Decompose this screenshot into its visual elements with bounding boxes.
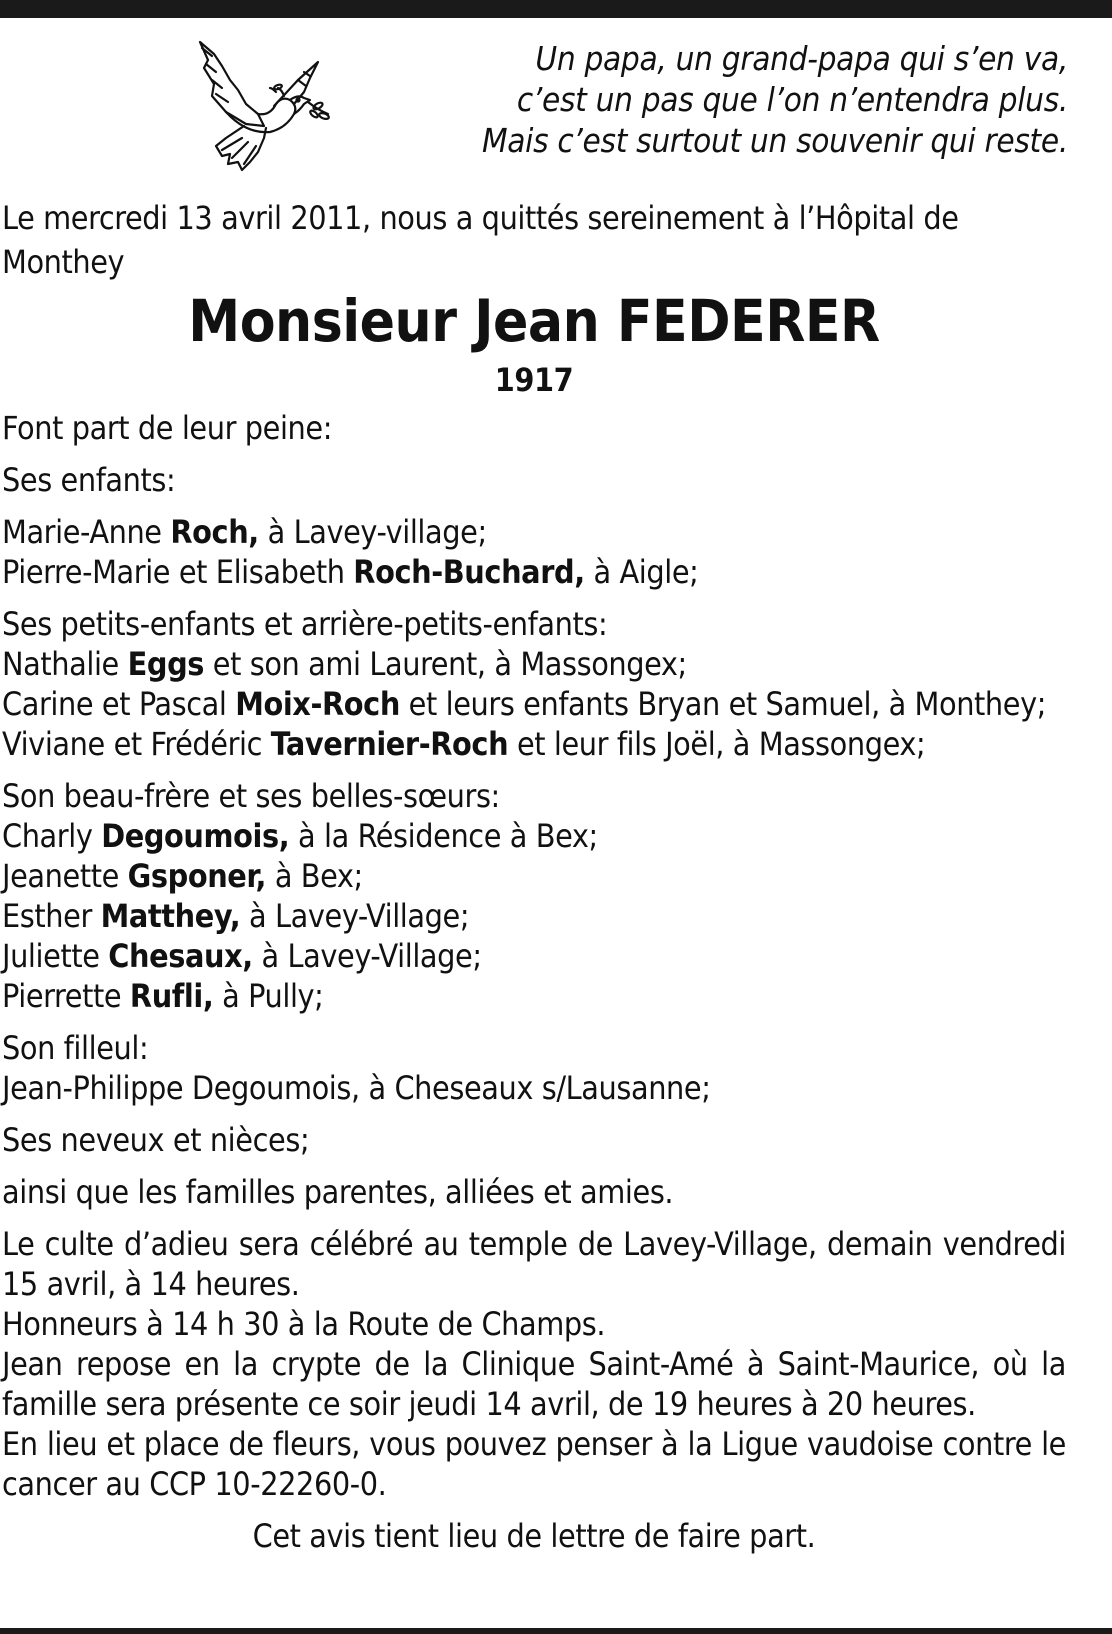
ceremony-details — [2, 1224, 1066, 1504]
beaux-header: Son beau-frère et ses belles-sœurs: — [2, 777, 500, 815]
family-name: Chesaux, — [108, 937, 253, 975]
ceremony-line: En lieu et place de fleurs, vous pouvez penser à la Ligue vaudoise contre le cancer au CCP 10-22260-0. — [2, 1425, 1066, 1503]
poem-line: c’est un pas que l’on n’entendra plus. — [516, 80, 1068, 119]
closing-text: Cet avis tient lieu de lettre de faire part. — [252, 1517, 816, 1555]
enfants-list — [2, 512, 1066, 592]
filleul-name: Jean-Philippe Degoumois, à Cheseaux s/Lausanne; — [2, 1069, 711, 1107]
first-name: Esther — [2, 897, 101, 935]
birth-year: 1917 — [494, 361, 574, 399]
place: à Lavey-Village; — [240, 897, 470, 935]
list-item — [2, 724, 1066, 764]
first-name: Carine et Pascal — [2, 685, 236, 723]
list-item — [2, 976, 1066, 1016]
intro-text: Le mercredi 13 avril 2011, nous a quittés sereinement à l’Hôpital de Monthey — [2, 199, 959, 281]
poem — [482, 38, 1068, 161]
place: à Aigle; — [584, 553, 699, 591]
ceremony-line: Le culte d’adieu sera célébré au temple de Lavey-Village, demain vendredi 15 avril, à 14 heures. — [2, 1225, 1066, 1303]
list-item — [2, 684, 1066, 724]
place: et leur fils Joël, à Massongex; — [508, 725, 926, 763]
list-item — [2, 644, 1066, 684]
place: et son ami Laurent, à Massongex; — [204, 645, 687, 683]
first-name: Viviane et Frédéric — [2, 725, 271, 763]
familles-text: ainsi que les familles parentes, alliées et amies. — [2, 1173, 674, 1211]
family-name: Gsponer, — [127, 857, 267, 895]
filleul-section — [2, 1028, 1066, 1108]
list-item — [2, 856, 1066, 896]
first-name: Juliette — [2, 937, 109, 975]
top-border — [0, 0, 1112, 18]
font-part-text: Font part de leur peine: — [2, 409, 333, 447]
first-name: Jeanette — [2, 857, 128, 895]
bottom-border — [0, 1628, 1112, 1634]
first-name: Nathalie — [2, 645, 128, 683]
place: à Lavey-Village; — [252, 937, 482, 975]
list-item — [2, 936, 1066, 976]
list-item — [2, 896, 1066, 936]
place: à Pully; — [213, 977, 324, 1015]
place: à Bex; — [266, 857, 363, 895]
first-name: Pierrette — [2, 977, 130, 1015]
place: à Lavey-village; — [258, 513, 487, 551]
petits-header: Ses petits-enfants et arrière-petits-enfants: — [2, 605, 608, 643]
family-name: Rufli, — [129, 977, 214, 1015]
beaux-list — [2, 776, 1066, 1016]
family-name: Roch, — [170, 513, 259, 551]
first-name: Marie-Anne — [2, 513, 171, 551]
ceremony-line: Jean repose en la crypte de la Clinique Saint-Amé à Saint-Maurice, où la famille sera présente ce soir jeudi 14 avril, de 19 heures à 20 heures. — [2, 1345, 1066, 1423]
filleul-header: Son filleul: — [2, 1029, 149, 1067]
dove-icon — [186, 34, 336, 178]
list-item — [2, 512, 1066, 552]
family-name: Tavernier-Roch — [270, 725, 509, 763]
ceremony-line: Honneurs à 14 h 30 à la Route de Champs. — [2, 1305, 606, 1343]
petits-enfants-list — [2, 604, 1066, 764]
obituary-body — [2, 196, 1066, 1556]
poem-line: Un papa, un grand-papa qui s’en va, — [535, 39, 1068, 78]
deceased-name: Monsieur Jean FEDERER — [188, 287, 880, 355]
enfants-header: Ses enfants: — [2, 461, 176, 499]
family-name: Roch-Buchard, — [353, 553, 585, 591]
list-item — [2, 552, 1066, 592]
list-item — [2, 816, 1066, 856]
place: et leurs enfants Bryan et Samuel, à Monthey; — [399, 685, 1047, 723]
place: à la Résidence à Bex; — [289, 817, 598, 855]
family-name: Eggs — [127, 645, 205, 683]
family-name: Moix-Roch — [235, 685, 400, 723]
poem-line: Mais c’est surtout un souvenir qui reste. — [481, 121, 1068, 160]
neveux-text: Ses neveux et nièces; — [2, 1121, 310, 1159]
family-name: Degoumois, — [101, 817, 290, 855]
first-name: Pierre-Marie et Elisabeth — [2, 553, 354, 591]
first-name: Charly — [2, 817, 102, 855]
family-name: Matthey, — [100, 897, 241, 935]
